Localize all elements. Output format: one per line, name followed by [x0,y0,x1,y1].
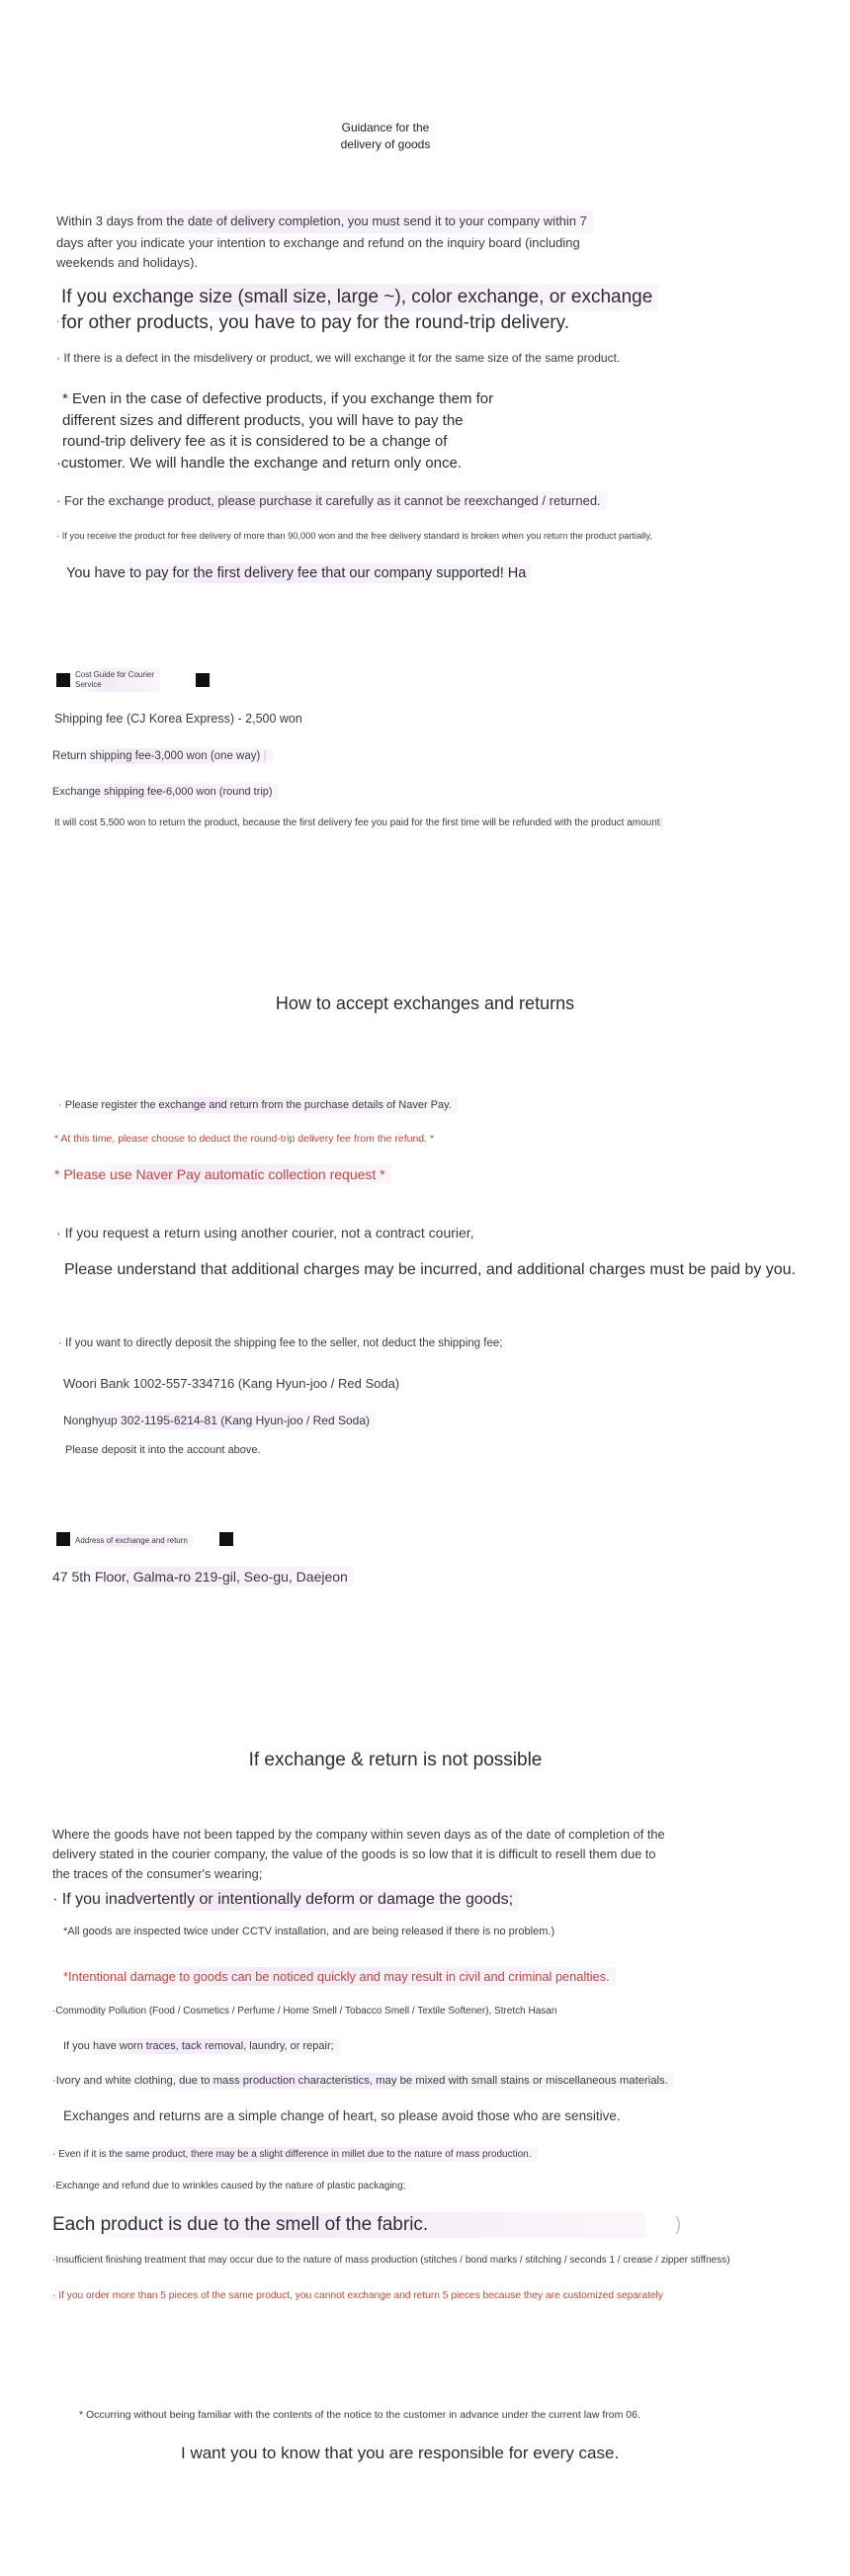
notpossible-finishing: ·Insufficient finishing treatment that may occur due to the nature of mass production (stitches / bond marks / stitching / seconds 1 / crease / zipper stiffness) [52,2255,730,2266]
notpossible-wrinkles: ·Exchange and refund due to wrinkles caused by the nature of plastic packaging; [52,2181,406,2191]
accept-other-courier: · If you request a return using another courier, not a contract courier, [56,1225,474,1241]
guidance-defect: · If there is a defect in the misdelivery or product, we will exchange it for the same size of the same product. [56,351,621,365]
guidance-first-fee: You have to pay for the first delivery fee that our company supported! Ha [66,563,532,583]
courier-title: Cost Guide for Courier Service [75,668,160,692]
courier-exchange-fee: Exchange shipping fee-6,000 won (round trip) [52,784,279,800]
guidance-careful: · For the exchange product, please purchase it carefully as it cannot be reexchanged / returned. [56,491,607,510]
black-square-right [196,673,210,687]
accept-deposit-intro: · If you want to directly deposit the shipping fee to the seller, not deduct the shipping fee; [58,1337,503,1349]
notpossible-millet: · Even if it is the same product, there may be a slight difference in millet due to the nature of mass production. [52,2147,538,2162]
black-square-right [219,1532,233,1546]
guidance-even-defective: * Even in the case of defective products, if you exchange them for different sizes and different products, you will have to pay the round-trip delivery fee as it is considered to be a change of ·customer. We will handle the exchange and return only once. [56,390,494,472]
notpossible-smell: Each product is due to the smell of the fabric. ) [52,2212,645,2238]
guidance-round-trip-notice: If you exchange size (small size, large ~), color exchange, or exchange for other products, you have to pay for the round-trip delivery. [61,284,658,335]
notpossible-worn: If you have worn traces, tack removal, laundry, or repair; [63,2038,340,2054]
footer-responsible: I want you to know that you are responsible for every case. [181,2444,620,2462]
accept-heading: How to accept exchanges and returns [275,993,575,1013]
bullet-dot: · [56,316,60,327]
courier-shipping-fee: Shipping fee (CJ Korea Express) - 2,500 won [54,712,302,726]
notpossible-ivory: ·Ivory and white clothing, due to mass production characteristics, may be mixed with small stains or miscellaneous materials. [52,2073,674,2089]
courier-return-fee: Return shipping fee-3,000 won (one way) | [52,748,273,764]
accept-nonghyup-bank: Nonghyup 302-1195-6214-81 (Kang Hyun-joo / Red Soda) [63,1412,376,1429]
address-value: 47 5th Floor, Galma-ro 219-gil, Seo-gu, Daejeon [52,1567,354,1587]
guidance-free-delivery: · If you receive the product for free delivery of more than 90,000 won and the free delivery standard is broken when you return the product partially, [56,531,652,541]
footer-notice: * Occurring without being familiar with the contents of the notice to the customer in advance under the current law from 06. [79,2409,640,2421]
notpossible-inspected: *All goods are inspected twice under CCTV installation, and are being released if there is no problem.) [63,1926,555,1937]
accept-woori-bank: Woori Bank 1002-557-334716 (Kang Hyun-joo / Red Soda) [63,1376,400,1391]
guidance-intro: Within 3 days from the date of delivery completion, you must send it to your company within 7 days after you indicate your intention to exchange and refund on the inquiry board (including weekends and holidays). [56,210,593,273]
accept-deduct-notice: * At this time, please choose to deduct the round-trip delivery fee from the refund. * [54,1133,435,1145]
black-square-left [56,673,70,687]
notpossible-intro: Where the goods have not been tapped by the company within seven days as of the date of completion of the delivery stated in the courier company, the value of the goods is so low that it is difficult to resell them due to the traces of the consumer's wearing; [52,1827,665,1881]
accept-additional-charges: Please understand that additional charges may be incurred, and additional charges must be paid by you. [64,1261,797,1278]
address-title: Address of exchange and return [75,1534,194,1547]
notpossible-five-pieces: · If you order more than 5 pieces of the same product, you cannot exchange and return 5 pieces because they are customized separately [52,2290,663,2301]
guidance-title: Guidance for the delivery of goods [340,121,431,151]
notpossible-simple: Exchanges and returns are a simple change of heart, so please avoid those who are sensitive. [63,2108,621,2123]
notpossible-deform: · If you inadvertently or intentionally deform or damage the goods; [52,1889,519,1911]
accept-deposit-note: Please deposit it into the account above. [65,1444,261,1456]
notpossible-intentional: *Intentional damage to goods can be noticed quickly and may result in civil and criminal penalties. [63,1967,616,1986]
black-square-left [56,1532,70,1546]
courier-note: It will cost 5,500 won to return the product, because the first delivery fee you paid for the first time will be refunded with the product amount| [54,817,663,828]
notpossible-pollution: ·Commodity Pollution (Food / Cosmetics / Perfume / Home Smell / Tobacco Smell / Textile Softener), Stretch Hasan [52,2006,557,2017]
notpossible-heading: If exchange & return is not possible [248,1750,543,1770]
accept-register: · Please register the exchange and return from the purchase details of Naver Pay. [58,1097,458,1113]
accept-naver-pay-notice: * Please use Naver Pay automatic collection request * [54,1164,391,1184]
